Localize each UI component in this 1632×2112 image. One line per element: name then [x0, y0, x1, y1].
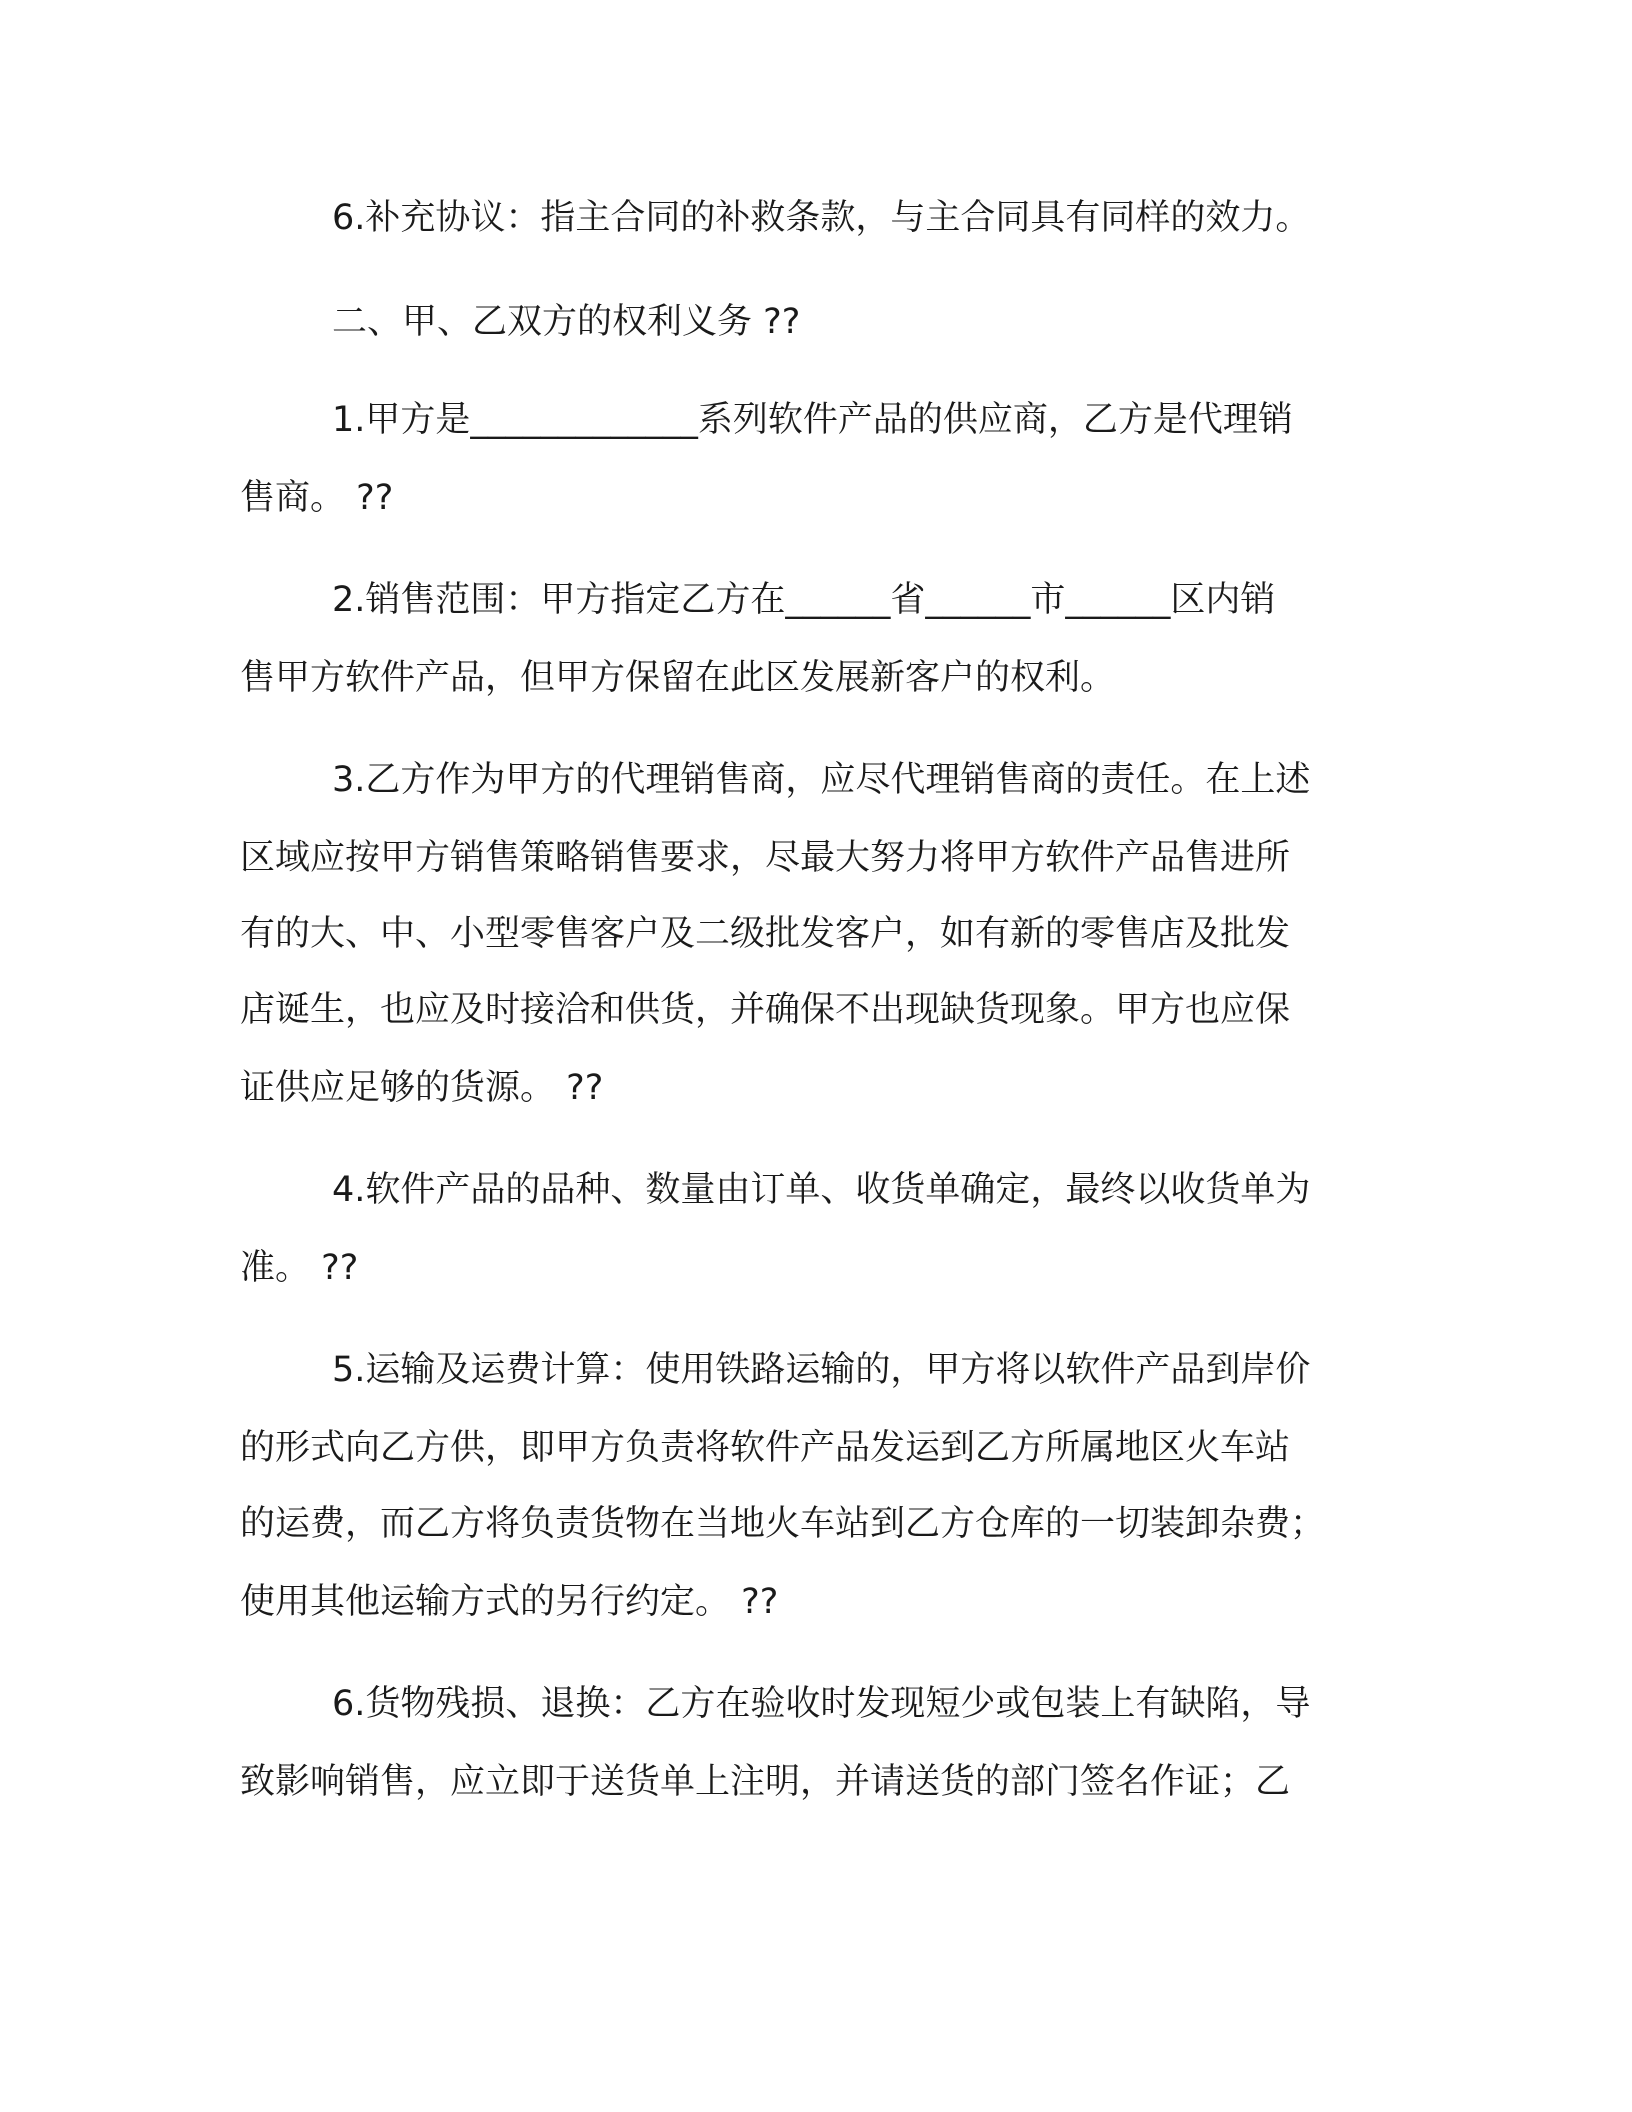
text-line-clause-4: 4.软件产品的品种、数量由订单、收货单确定，最终以收货单为 [332, 1170, 1311, 1210]
text-line-clause-6-damage-cont: 致影响销售，应立即于送货单上注明，并请送货的部门签名作证；乙 [240, 1762, 1291, 1802]
section-heading-rights-obligations: 二、甲、乙双方的权利义务 ?? [332, 302, 801, 342]
text-line-clause-3-cont-2: 有的大、中、小型零售客户及二级批发客户，如有新的零售店及批发 [240, 914, 1291, 954]
text-line-clause-4-cont: 准。 ?? [240, 1248, 359, 1288]
text-line-clause-3-cont-3: 店诞生，也应及时接洽和供货，并确保不出现缺货现象。甲方也应保 [240, 990, 1291, 1030]
text-line-clause-5-cont-1: 的形式向乙方供，即甲方负责将软件产品发运到乙方所属地区火车站 [240, 1428, 1291, 1468]
text-line-clause-6-supplement: 6.补充协议：指主合同的补救条款，与主合同具有同样的效力。 [332, 198, 1311, 238]
text-line-clause-3-cont-4: 证供应足够的货源。 ?? [240, 1068, 604, 1108]
text-line-clause-5: 5.运输及运费计算：使用铁路运输的，甲方将以软件产品到岸价 [332, 1350, 1311, 1390]
text-line-clause-5-cont-2: 的运费，而乙方将负责货物在当地火车站到乙方仓库的一切装卸杂费； [240, 1504, 1326, 1544]
text-line-clause-6-damage: 6.货物残损、退换：乙方在验收时发现短少或包装上有缺陷，导 [332, 1684, 1311, 1724]
text-line-clause-3: 3.乙方作为甲方的代理销售商，应尽代理销售商的责任。在上述 [332, 760, 1311, 800]
text-line-clause-1-cont: 售商。 ?? [240, 478, 394, 518]
text-line-clause-2-cont: 售甲方软件产品，但甲方保留在此区发展新客户的权利。 [240, 658, 1116, 698]
text-line-clause-1: 1.甲方是_____________系列软件产品的供应商，乙方是代理销 [332, 400, 1293, 440]
text-line-clause-5-cont-3: 使用其他运输方式的另行约定。 ?? [240, 1582, 779, 1622]
text-line-clause-2: 2.销售范围：甲方指定乙方在______省______市______区内销 [332, 580, 1276, 620]
text-line-clause-3-cont-1: 区域应按甲方销售策略销售要求，尽最大努力将甲方软件产品售进所 [240, 838, 1291, 878]
